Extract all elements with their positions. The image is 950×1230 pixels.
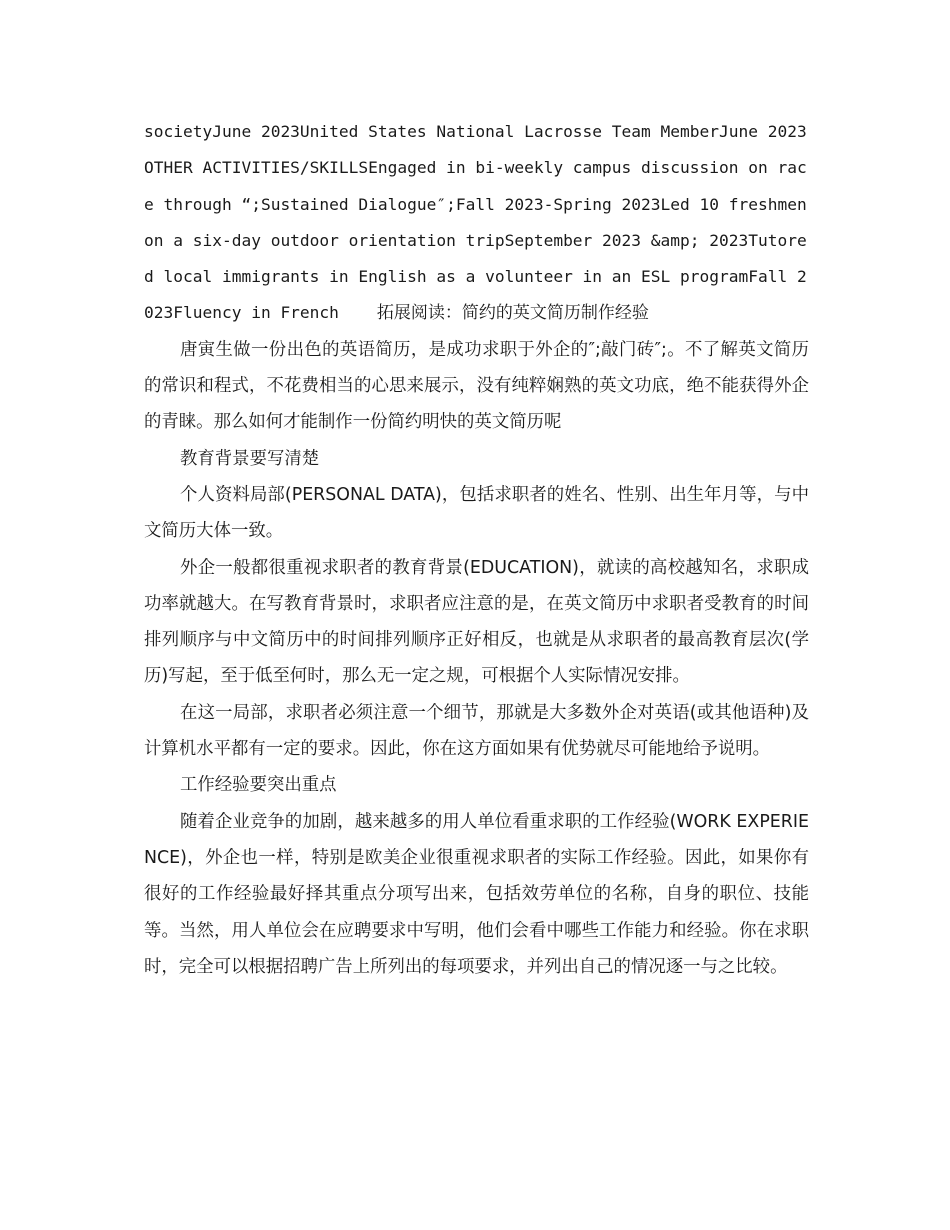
intro-paragraph: 唐寅生做一份出色的英语简历，是成功求职于外企的″;敲门砖″;。不了解英文简历的常识和程式，不花费相当的心思来展示，没有纯粹娴熟的英文功底，绝不能获得外企的青睐。那么如何才能制作一份简约明快的英文简历呢 <box>144 339 809 433</box>
section-heading-work-experience: 工作经验要突出重点 <box>180 775 337 796</box>
document-body <box>144 114 809 985</box>
paragraph-personal-data: 个人资料局部(PERSONAL DATA)，包括求职者的姓名、性别、出生年月等，与中文简历大体一致。 <box>144 484 809 542</box>
paragraph-language-skills: 在这一局部，求职者必须注意一个细节，那就是大多数外企对英语(或其他语种)及计算机水平都有一定的要求。因此，你在这方面如果有优势就尽可能地给予说明。 <box>144 702 809 760</box>
paragraph-work-experience: 随着企业竞争的加剧，越来越多的用人单位看重求职的工作经验(WORK EXPERIENCE)，外企也一样，特别是欧美企业很重视求职者的实际工作经验。因此，如果你有很好的工作经验最好择其重点分项写出来，包括效劳单位的名称，自身的职位、技能等。当然，用人单位会在应聘要求中写明，他们会看中哪些工作能力和经验。你在求职时，完全可以根据招聘广告上所列出的每项要求，并列出自己的情况逐一与之比较。 <box>144 811 809 977</box>
resume-sample-english: societyJune 2023United States National Lacrosse Team MemberJune 2023OTHER ACTIVITIES/SKILLSEngaged in bi-weekly campus discussion on race through “;Sustained Dialogue″;Fall 2023-Spring 2023Led 10 freshmen on a six-day outdoor orientation tripSeptember 2023 &amp; 2023Tutored local immigrants in English as a volunteer in an ESL programFall 2023Fluency in French <box>144 122 807 323</box>
paragraph-education: 外企一般都很重视求职者的教育背景(EDUCATION)，就读的高校越知名，求职成功率就越大。在写教育背景时，求职者应注意的是，在英文简历中求职者受教育的时间排列顺序与中文简历中的时间排列顺序正好相反，也就是从求职者的最高教育层次(学历)写起，至于低至何时，那么无一定之规，可根据个人实际情况安排。 <box>144 557 809 687</box>
section-heading-education: 教育背景要写清楚 <box>180 448 320 469</box>
resume-sample-text <box>144 114 809 332</box>
further-reading-title: 拓展阅读：简约的英文简历制作经验 <box>376 303 649 324</box>
